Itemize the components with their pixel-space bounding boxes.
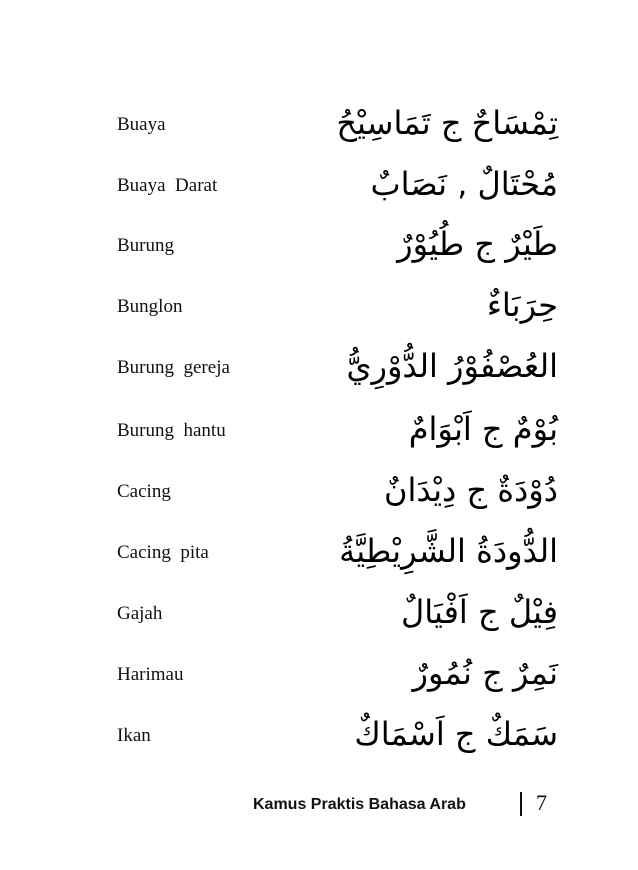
indonesian-term: Buaya Darat — [117, 175, 218, 196]
entry-row — [0, 338, 638, 398]
indonesian-term: Cacing — [117, 481, 171, 502]
entry-row — [0, 156, 638, 216]
arabic-term: حِرَبَاءٌ — [486, 286, 558, 324]
footer-divider — [520, 792, 522, 816]
arabic-term: الدُّودَةُ الشَّرِيْطِيَّةُ — [339, 532, 558, 570]
indonesian-term: Burung gereja — [117, 357, 230, 378]
indonesian-term: Bunglon — [117, 296, 183, 317]
entry-row — [0, 523, 638, 583]
indonesian-term: Ikan — [117, 725, 151, 746]
entry-row — [0, 706, 638, 766]
page-footer — [0, 790, 638, 820]
entry-row — [0, 584, 638, 644]
arabic-term: طَيْرٌ ج طُيُوْرٌ — [397, 225, 558, 263]
indonesian-term: Burung — [117, 235, 174, 256]
arabic-term: فِيْلٌ ج اَفْيَالٌ — [400, 593, 558, 631]
arabic-term: مُحْتَالٌ , نَصَابٌ — [370, 165, 558, 203]
arabic-term: تِمْسَاحٌ ج تَمَاسِيْحُ — [336, 104, 558, 142]
indonesian-term: Buaya — [117, 114, 166, 135]
indonesian-term: Cacing pita — [117, 542, 209, 563]
arabic-term: العُصْفُوْرُ الدُّوْرِيُّ — [346, 347, 558, 385]
arabic-term: دُوْدَةٌ ج دِيْدَانٌ — [383, 471, 558, 509]
entry-row — [0, 401, 638, 461]
indonesian-term: Gajah — [117, 603, 163, 624]
entry-row — [0, 462, 638, 522]
arabic-term: نَمِرٌ ج نُمُورٌ — [412, 654, 558, 692]
entry-row — [0, 95, 638, 155]
entry-row — [0, 216, 638, 276]
indonesian-term: Harimau — [117, 664, 184, 685]
arabic-term: بُوْمٌ ج اَبْوَامٌ — [408, 410, 558, 448]
arabic-term: سَمَكٌ ج اَسْمَاكٌ — [354, 715, 558, 753]
indonesian-term: Burung hantu — [117, 420, 226, 441]
page-number: 7 — [536, 790, 547, 815]
book-title: Kamus Praktis Bahasa Arab — [253, 796, 466, 813]
entry-row — [0, 277, 638, 337]
entry-row — [0, 645, 638, 705]
